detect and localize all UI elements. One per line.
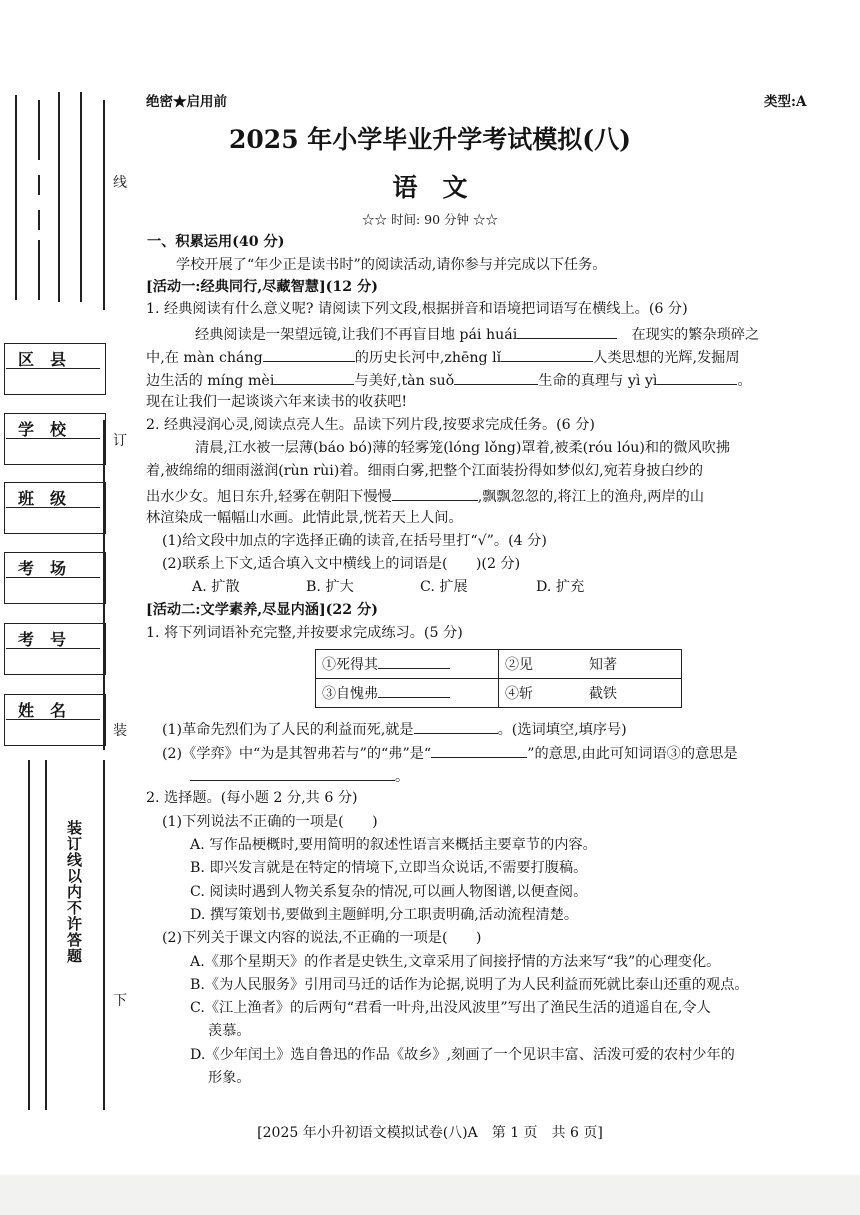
page-margin bbox=[0, 1175, 860, 1215]
idiom-cell[interactable]: ①死得其 bbox=[316, 650, 499, 679]
binding-line-middle bbox=[103, 420, 105, 750]
q1-text: 生命的真理与 yì yì bbox=[538, 373, 658, 389]
q2-passage-line-3 bbox=[146, 486, 704, 506]
q3-sub2 bbox=[162, 743, 738, 763]
binding-line-b bbox=[45, 760, 47, 1110]
time-limit: ☆☆ 时间: 90 分钟 ☆☆ bbox=[361, 212, 498, 227]
field-label-school: 学 校 bbox=[6, 417, 100, 439]
answer-blank-tansuo[interactable] bbox=[454, 370, 538, 385]
cut-mark-order: 订 bbox=[113, 433, 127, 449]
answer-blank-passage[interactable] bbox=[392, 486, 478, 501]
confidential-label: 绝密★启用前 bbox=[146, 94, 227, 110]
q4-sub2: (2)下列关于课文内容的说法,不正确的一项是( ) bbox=[162, 930, 482, 946]
activity2-heading: [活动二:文学素养,尽显内涵](22 分) bbox=[146, 602, 378, 618]
exam-title: 2025 年小学毕业升学考试模拟(八) bbox=[229, 125, 631, 154]
page-footer: [2025 年小升初语文模拟试卷(八)A 第 1 页 共 6 页] bbox=[257, 1125, 603, 1141]
answer-blank-mingmei[interactable] bbox=[274, 370, 354, 385]
q2-option-a[interactable]: A. 扩散 bbox=[192, 579, 240, 595]
q4-sub1-option-a[interactable]: A. 写作品梗概时,要用简明的叙述性语言来概括主要章节的内容。 bbox=[190, 837, 597, 853]
section-heading: 一、积累运用(40 分) bbox=[147, 234, 285, 250]
q4-sub1-option-d[interactable]: D. 撰写策划书,要做到主题鲜明,分工职责明确,活动流程清楚。 bbox=[190, 907, 579, 923]
cut-mark-line: 线 bbox=[113, 175, 127, 191]
q4-stem: 2. 选择题。(每小题 2 分,共 6 分) bbox=[146, 790, 358, 806]
table-row bbox=[316, 679, 682, 708]
table-row bbox=[316, 650, 682, 679]
q3-sub2-answer bbox=[190, 766, 409, 786]
answer-blank-yiyi[interactable] bbox=[657, 370, 737, 385]
binding-notice: 装订线以内不许答题 bbox=[65, 820, 83, 964]
q2-stem: 2. 经典浸润心灵,阅读点亮人生。品读下列片段,按要求完成任务。(6 分) bbox=[146, 417, 595, 433]
q3-sub1 bbox=[162, 719, 627, 739]
q4-sub1: (1)下列说法不正确的一项是( ) bbox=[162, 814, 378, 830]
answer-blank-manchang[interactable] bbox=[263, 347, 355, 362]
cut-mark-bind: 装 bbox=[113, 723, 127, 739]
q2-option-c[interactable]: C. 扩展 bbox=[420, 579, 468, 595]
q4-sub1-option-c[interactable]: C. 阅读时遇到人物关系复杂的情况,可以画人物图谱,以便查阅。 bbox=[190, 884, 588, 900]
q3-stem: 1. 将下列词语补充完整,并按要求完成练习。(5 分) bbox=[146, 625, 463, 641]
q2-passage-line-2: 着,被绵绵的细雨滋润(rùn rùi)着。细雨白雾,把整个江面装扮得如梦似幻,宛若身披白纱的 bbox=[146, 463, 704, 479]
answer-blank-idiom3[interactable] bbox=[378, 683, 450, 698]
q4-sub2-option-d-cont: 形象。 bbox=[208, 1070, 251, 1086]
q1-line-2 bbox=[146, 347, 740, 367]
answer-blank-paihuai[interactable] bbox=[517, 324, 617, 339]
answer-blank-q3-2[interactable] bbox=[431, 743, 527, 758]
answer-blank-q3-1[interactable] bbox=[414, 719, 498, 734]
paper-type: 类型:A bbox=[764, 94, 807, 110]
field-label-room: 考 场 bbox=[6, 556, 100, 578]
dash-line-3 bbox=[38, 240, 40, 300]
q1-text: 与美好,tàn suǒ bbox=[354, 373, 455, 389]
q4-sub2-option-c-cont: 羡慕。 bbox=[208, 1023, 251, 1039]
q1-text: 边生活的 míng mèi bbox=[146, 373, 275, 389]
field-label-class: 班 级 bbox=[6, 486, 100, 508]
q3-text: 。(选词填空,填序号) bbox=[497, 722, 627, 738]
subject-title: 语 文 bbox=[392, 173, 468, 202]
section-intro: 学校开展了“年少正是读书时”的阅读活动,请你参与并完成以下任务。 bbox=[176, 257, 607, 273]
q1-text: 的历史长河中,zhēng lǐ bbox=[354, 350, 502, 366]
activity1-heading: [活动一:经典同行,尽藏智慧](12 分) bbox=[146, 279, 378, 295]
q4-sub1-option-b[interactable]: B. 即兴发言就是在特定的情境下,立即当众说话,不需要打腹稿。 bbox=[190, 860, 588, 876]
q2-option-d[interactable]: D. 扩充 bbox=[536, 579, 585, 595]
q1-line-4: 现在让我们一起谈谈六年来读书的收获吧! bbox=[146, 394, 408, 410]
answer-blank-idiom1[interactable] bbox=[378, 654, 450, 669]
binding-line-a bbox=[28, 760, 30, 1110]
q4-sub2-option-d[interactable]: D.《少年闰土》选自鲁迅的作品《故乡》,刻画了一个见识丰富、活泼可爱的农村少年的 bbox=[190, 1047, 735, 1063]
cut-mark-down: 下 bbox=[113, 993, 127, 1009]
answer-blank-q3-3[interactable] bbox=[190, 766, 395, 781]
q2-sub2: (2)联系上下文,适合填入文中横线上的词语是( )(2 分) bbox=[162, 556, 521, 572]
q4-sub2-option-c[interactable]: C.《江上渔者》的后两句“君看一叶舟,出没风波里”写出了渔民生活的逍遥自在,令人 bbox=[190, 1000, 711, 1016]
q2-text: 出水少女。旭日东升,轻雾在朝阳下慢慢 bbox=[146, 489, 392, 505]
q3-text: (1)革命先烈们为了人民的利益而死,就是 bbox=[162, 722, 414, 738]
idiom-table bbox=[315, 649, 682, 708]
q2-text: ,飘飘忽忽的,将江上的渔舟,两岸的山 bbox=[477, 489, 705, 505]
answer-blank-zhengli[interactable] bbox=[501, 347, 593, 362]
q4-sub2-option-a[interactable]: A.《那个星期天》的作者是史铁生,文章采用了间接抒情的方法来写“我”的心理变化。 bbox=[190, 954, 721, 970]
q1-text: 经典阅读是一架望远镜,让我们不再盲目地 pái huái bbox=[195, 327, 518, 343]
q2-option-b[interactable]: B. 扩大 bbox=[306, 579, 354, 595]
q1-text: 。 bbox=[737, 373, 752, 389]
idiom-cell[interactable]: ④斩 截铁 bbox=[499, 679, 682, 708]
q2-passage-line-1: 清晨,江水被一层薄(báo bó)薄的轻雾笼(lóng lǒng)罩着,被柔(róu lóu)和的微风吹拂 bbox=[195, 440, 731, 456]
q1-stem: 1. 经典阅读有什么意义呢? 请阅读下列文段,根据拼音和语境把词语写在横线上。(6 分) bbox=[146, 301, 688, 317]
q1-line-3 bbox=[146, 370, 752, 390]
q1-text: 人类思想的光辉,发掘周 bbox=[593, 350, 740, 366]
field-label-number: 考 号 bbox=[6, 627, 100, 649]
q1-line-1 bbox=[195, 324, 759, 344]
field-label-district: 区 县 bbox=[6, 347, 100, 369]
q3-text: (2)《学弈》中“为是其智弗若与”的“弗”是“ bbox=[162, 746, 432, 762]
binding-line-c bbox=[103, 760, 105, 1110]
q2-passage-line-4: 林渲染成一幅幅山水画。此情此景,恍若天上人间。 bbox=[146, 510, 463, 526]
q1-text: 中,在 màn cháng bbox=[146, 350, 263, 366]
idiom-cell[interactable]: ②见 知著 bbox=[499, 650, 682, 679]
q1-text: 在现实的繁杂琐碎之 bbox=[631, 327, 760, 343]
q4-sub2-option-b[interactable]: B.《为人民服务》引用司马迁的话作为论据,说明了为人民利益而死就比泰山还重的观点。 bbox=[190, 977, 749, 993]
q3-text: ”的意思,由此可知词语③的意思是 bbox=[527, 746, 738, 762]
q2-sub1: (1)给文段中加点的字选择正确的读音,在括号里打“√”。(4 分) bbox=[162, 533, 547, 549]
field-label-name: 姓 名 bbox=[6, 698, 100, 720]
idiom-cell[interactable]: ③自愧弗 bbox=[316, 679, 499, 708]
q3-text: 。 bbox=[395, 769, 410, 785]
